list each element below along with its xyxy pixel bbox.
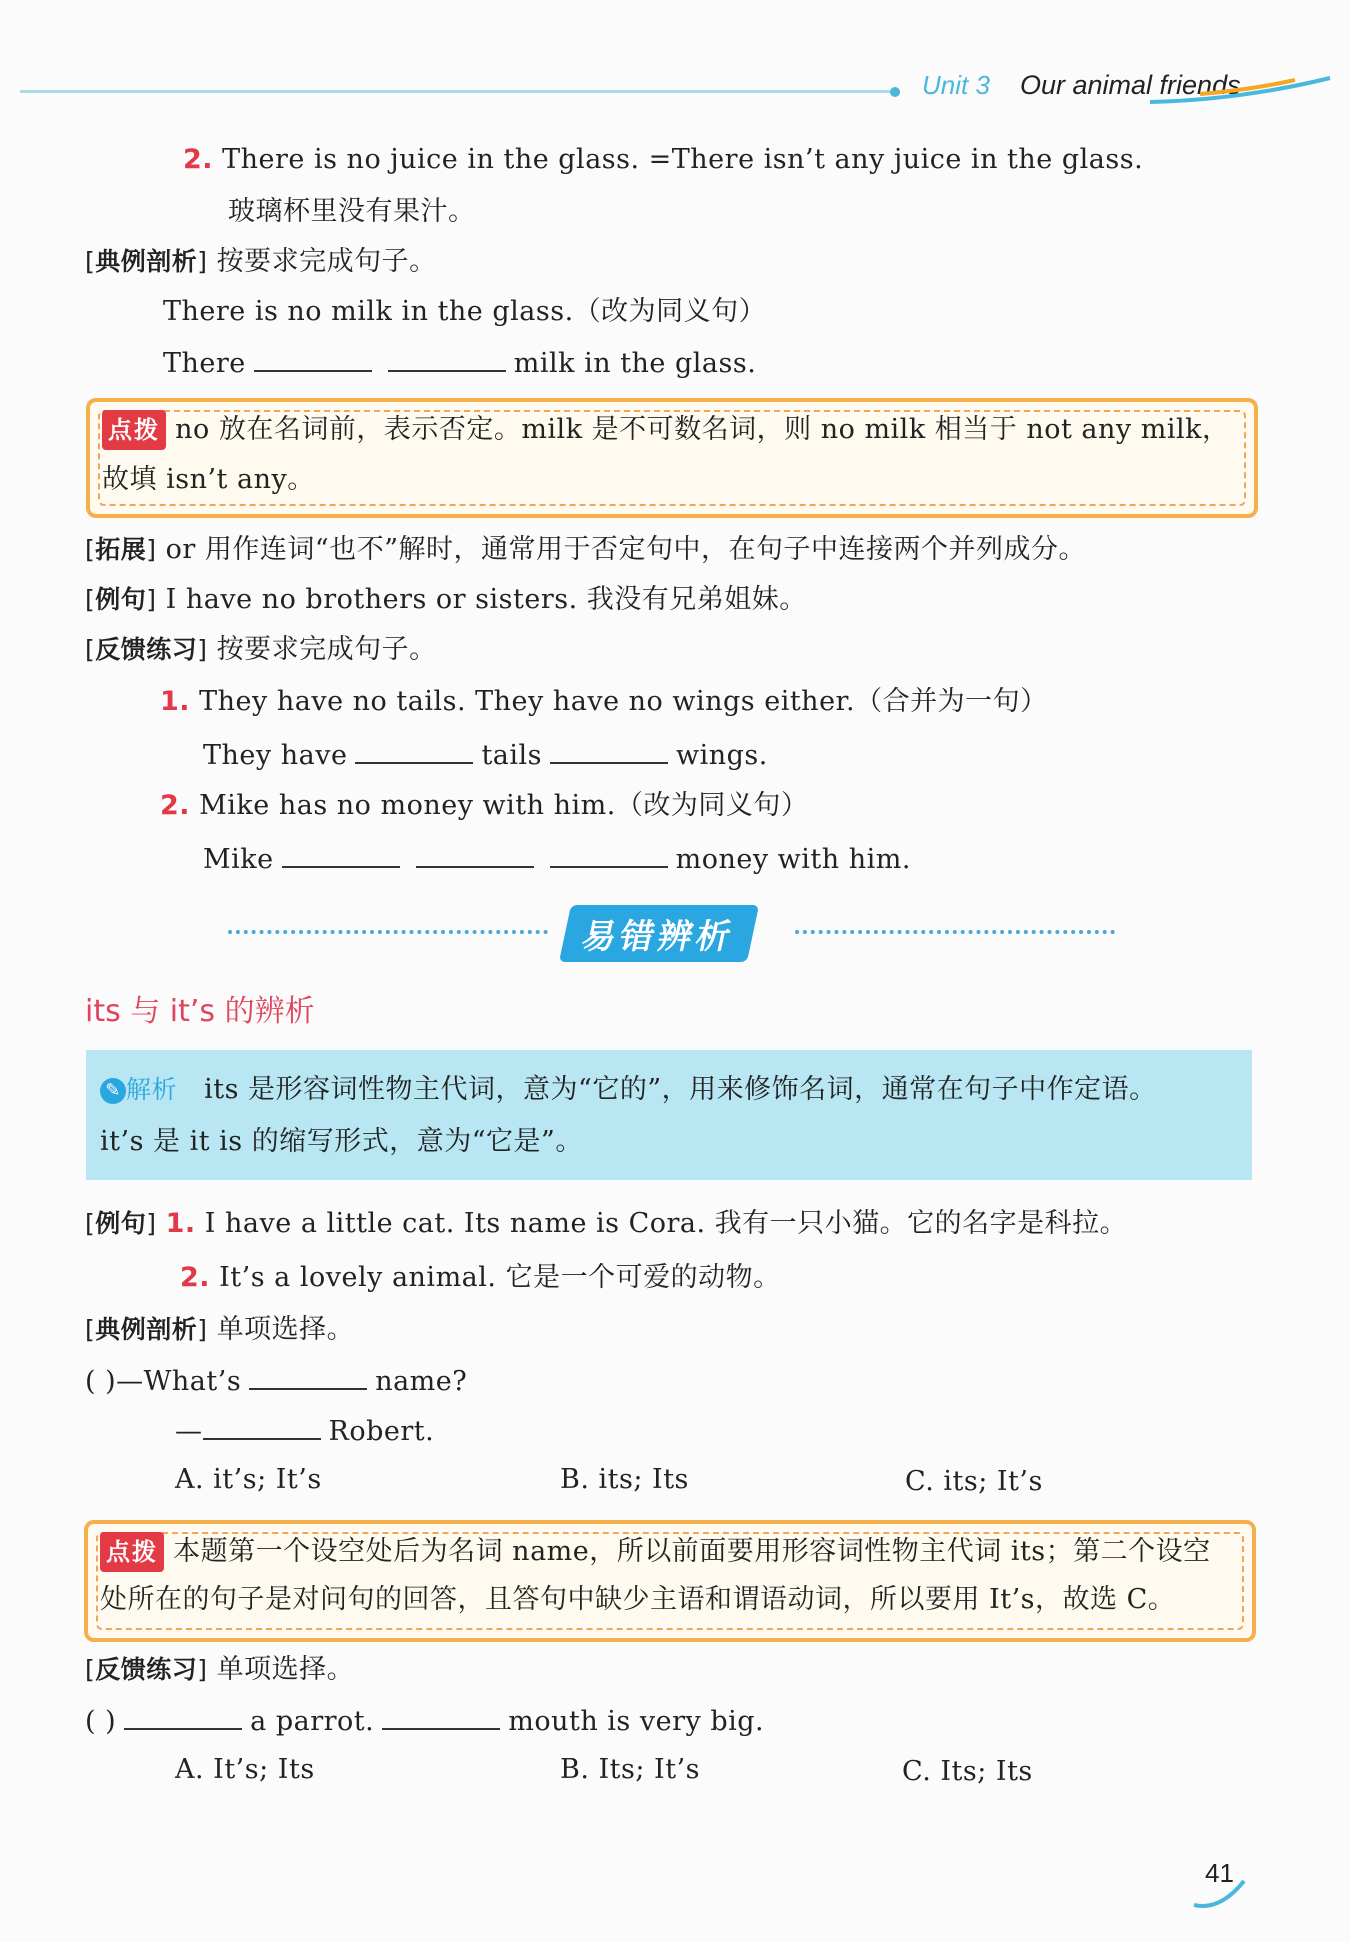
- page-number: 41: [1205, 1858, 1234, 1888]
- blank[interactable]: [282, 840, 400, 868]
- tip-2-line2: 处所在的句子是对问句的回答，且答句中缺少主语和谓语动词，所以要用 It’s，故选 C。: [100, 1584, 1176, 1615]
- blank[interactable]: [550, 840, 668, 868]
- header-rule: [20, 90, 900, 93]
- blank[interactable]: [416, 840, 534, 868]
- choice-answer-line: — Robert.: [175, 1412, 434, 1450]
- pencil-icon: ✎: [100, 1078, 126, 1104]
- choice-question: ( )—What’s name?: [85, 1362, 467, 1400]
- feedback-option-b[interactable]: B. Its; It’s: [560, 1754, 701, 1785]
- tip-badge: 点拨: [100, 1532, 164, 1572]
- section-banner: 易错辨析: [559, 905, 759, 962]
- section-heading: its 与 it’s 的辨析: [85, 994, 315, 1029]
- banner-dots-left: [228, 930, 548, 934]
- feedback-option-c[interactable]: C. Its; Its: [902, 1756, 1033, 1787]
- tip-2-line1: 点拨 本题第一个设空处后为名词 name，所以前面要用形容词性物主代词 its；第二个设空: [100, 1532, 1211, 1572]
- option-c[interactable]: C. its; It’s: [905, 1466, 1043, 1497]
- option-a[interactable]: A. it’s; It’s: [175, 1464, 322, 1495]
- feedback-option-a[interactable]: A. It’s; Its: [175, 1754, 315, 1785]
- example-analysis-1: [典例剖析] 按要求完成句子。: [85, 246, 437, 277]
- practice-q1-fill: They have tails wings.: [203, 736, 768, 774]
- example-analysis-2: [典例剖析] 单项选择。: [85, 1314, 355, 1345]
- tip-1-line1: 点拨 no 放在名词前，表示否定。milk 是不可数名词，则 no milk 相当于 not any milk，: [102, 410, 1229, 450]
- blank[interactable]: [550, 736, 668, 764]
- practice-q2-fill: Mike money with him.: [203, 840, 911, 878]
- practice-q1: 1. They have no tails. They have no wings either.（合并为一句）: [160, 686, 1048, 717]
- example-fill: There milk in the glass.: [163, 344, 756, 382]
- unit-title: Our animal friends: [1020, 70, 1241, 100]
- analysis-box: [86, 1050, 1252, 1180]
- unit-label: Unit 3: [922, 70, 990, 100]
- item-2-translation: 玻璃杯里没有果汁。: [228, 196, 476, 227]
- example-2: 2. It’s a lovely animal. 它是一个可爱的动物。: [180, 1262, 781, 1293]
- example-sentence-or: [例句] I have no brothers or sisters. 我没有兄弟姐妹。: [85, 584, 807, 615]
- feedback-practice-1: [反馈练习] 按要求完成句子。: [85, 634, 437, 665]
- blank[interactable]: [249, 1362, 367, 1390]
- header-swoosh-icon: [1140, 70, 1340, 115]
- blank[interactable]: [388, 344, 506, 372]
- header-dot-icon: [880, 72, 910, 102]
- blank[interactable]: [203, 1412, 321, 1440]
- feedback-practice-2: [反馈练习] 单项选择。: [85, 1654, 355, 1685]
- banner-dots-right: [795, 930, 1115, 934]
- page-swoosh-icon: [1190, 1875, 1250, 1915]
- item-2: 2. There is no juice in the glass. =There isn’t any juice in the glass.: [183, 144, 1144, 175]
- analysis-line2: it’s 是 it is 的缩写形式，意为“它是”。: [100, 1126, 583, 1157]
- feedback-question: ( ) a parrot. mouth is very big.: [85, 1702, 764, 1740]
- extend-note: [拓展] or 用作连词“也不”解时，通常用于否定句中，在句子中连接两个并列成分。: [85, 534, 1086, 565]
- blank[interactable]: [254, 344, 372, 372]
- blank[interactable]: [382, 1702, 500, 1730]
- tip-1-line2: 故填 isn’t any。: [102, 464, 315, 495]
- practice-q2: 2. Mike has no money with him.（改为同义句）: [160, 790, 809, 821]
- analysis-line1: ✎ 解析 its 是形容词性物主代词，意为“它的”，用来修饰名词，通常在句子中作定语。: [100, 1072, 1157, 1108]
- blank[interactable]: [124, 1702, 242, 1730]
- tip-badge: 点拨: [102, 410, 166, 450]
- blank[interactable]: [355, 736, 473, 764]
- example-1: [例句] 1. I have a little cat. Its name is Cora. 我有一只小猫。它的名字是科拉。: [85, 1208, 1128, 1239]
- option-b[interactable]: B. its; Its: [560, 1464, 689, 1495]
- example-sentence: There is no milk in the glass.（改为同义句）: [163, 296, 767, 327]
